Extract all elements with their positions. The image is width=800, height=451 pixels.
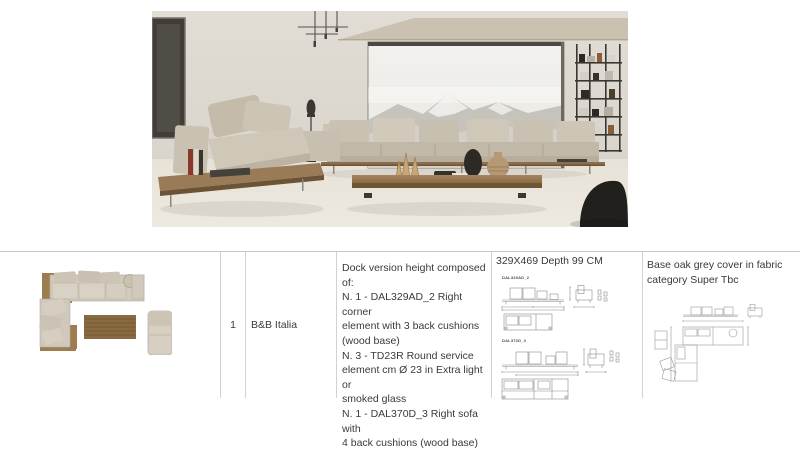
brand-name: B&B Italia	[251, 319, 298, 331]
living-room-photo	[152, 11, 628, 227]
wall-art	[152, 18, 185, 138]
cell-brand	[245, 252, 336, 398]
fabric-text: Base oak grey cover in fabric category Super Tbc	[647, 259, 783, 286]
drawing1-label: DAL329AD_2	[502, 275, 530, 280]
description-line: N. 3 - TD23R Round service	[342, 349, 474, 362]
cell-fabric	[642, 252, 800, 398]
technical-drawing-corner-element	[500, 282, 642, 334]
qty-value: 1	[230, 319, 236, 331]
description-line: element with 3 back cushions	[342, 320, 480, 333]
description-line: N. 1 - DAL370D_3 Right sofa with	[342, 407, 478, 435]
cell-qty	[220, 252, 245, 398]
drawing2-label: DAL370D_3	[502, 338, 527, 343]
description-line: Dock version height composed of:	[342, 262, 486, 289]
description-line: 4 back cushions (wood base)	[342, 437, 478, 450]
description-line: (wood base)	[342, 334, 400, 347]
cell-dimensions	[491, 252, 642, 398]
technical-drawing-composition-plan	[653, 303, 773, 388]
dimensions-heading: 329X469 Depth 99 CM	[496, 255, 603, 267]
shadow	[347, 202, 547, 216]
shadow	[160, 201, 324, 217]
cell-description	[336, 252, 491, 450]
cell-plan-view	[0, 252, 220, 398]
description-line: N. 1 - DAL329AD_2 Right corner	[342, 291, 463, 318]
spec-table	[0, 251, 800, 450]
description-line: smoked glass	[342, 393, 407, 406]
description-line: element cm Ø 23 in Extra light or	[342, 364, 483, 391]
sofa-plan-image	[38, 269, 172, 355]
technical-drawing-right-sofa	[500, 345, 642, 403]
